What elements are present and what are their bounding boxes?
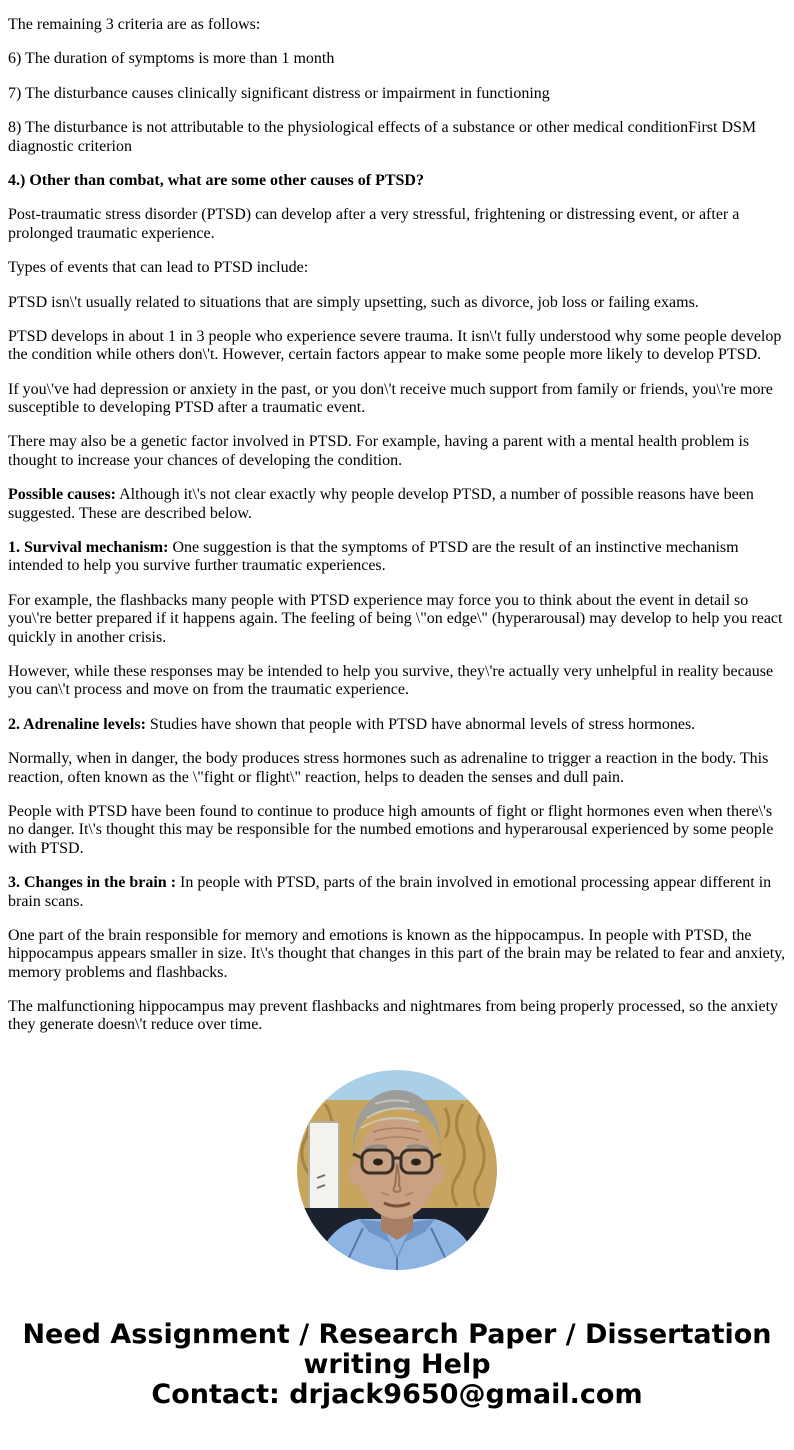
footer-line-1: Need Assignment / Research Paper / Dissertation [22,1318,772,1350]
footer-line-2: writing Help [303,1348,491,1380]
paragraph: Post-traumatic stress disorder (PTSD) can develop after a very stressful, frightening or distressing event, or after a prolonged traumatic experience. [8,206,740,242]
paragraph: People with PTSD have been found to continue to produce high amounts of fight or flight hormones even when there\'s no danger. It\'s thought this may be responsible for the numbed emotions and hyperarousal experienced by some people with PTSD. [8,802,774,857]
paragraph: 2. Adrenaline levels: Studies have shown that people with PTSD have abnormal levels of stress hormones. [8,715,696,733]
paragraph: The malfunctioning hippocampus may prevent flashbacks and nightmares from being properly processed, so the anxiety they generate doesn\'t reduce over time. [8,998,779,1034]
paragraph: PTSD develops in about 1 in 3 people who experience severe trauma. It isn\'t fully understood why some people develop the condition while others don\'t. However, certain factors appear to make some people more likely to develop PTSD. [8,327,782,364]
photo-left-eye [373,1158,383,1165]
paragraph: The remaining 3 criteria are as follows: [8,16,261,33]
paragraph: However, while these responses may be intended to help you survive, they\'re actually very unhelpful in reality because you can\'t process and move on from the traumatic experience. [8,662,774,699]
document-body [8,16,786,1035]
paragraph-lead-bold: 4.) Other than combat, what are some other causes of PTSD? [8,171,424,189]
paragraph: 7) The disturbance causes clinically significant distress or impairment in functioning [8,84,550,102]
paragraph [8,172,786,190]
footer-ad [0,1320,794,1410]
paragraph: 1. Survival mechanism: One suggestion is that the symptoms of PTSD are the result of an instinctive mechanism intended to help you survive further traumatic experiences. [8,539,739,575]
footer-contact-email: Contact: drjack9650@gmail.com [151,1378,643,1410]
paragraph: One part of the brain responsible for memory and emotions is known as the hippocampus. In people with PTSD, the hippocampus appears smaller in size. It\'s thought that changes in this part of the brain may be related to fear and anxiety, memory problems and flashbacks. [8,926,786,981]
paragraph-lead-bold: 1. Survival mechanism: [8,539,169,557]
paragraph: Normally, when in danger, the body produces stress hormones such as adrenaline to trigger a reaction in the body. This reaction, often known as the \"fight or flight\" reaction, helps to deaden the senses and dull pain. [8,750,769,786]
paragraph-lead-bold: 3. Changes in the brain : [8,874,177,892]
photo-door-frame [309,1122,339,1210]
paragraph: 3. Changes in the brain : In people with PTSD, parts of the brain involved in emotional processing appear different in brain scans. [8,874,772,910]
paragraph: There may also be a genetic factor involved in PTSD. For example, having a parent with a mental health problem is thought to increase your chances of developing the condition. [8,433,750,469]
paragraph: For example, the flashbacks many people with PTSD experience may force you to think about the event in detail so you\'re better prepared if it happens again. The feeling of being \"on edge\" (hyperarousal) may develop to help you react quickly in another crisis. [8,591,783,646]
paragraph-lead-bold: Possible causes: [8,486,116,504]
paragraph: Possible causes: Although it\'s not clear exactly why people develop PTSD, a number of possible reasons have been suggested. These are described below. [8,486,754,522]
portrait-avatar [297,1070,497,1270]
paragraph: If you\'ve had depression or anxiety in the past, or you don\'t receive much support from family or friends, you\'re more susceptible to developing PTSD after a traumatic event. [8,380,773,417]
paragraph: 8) The disturbance is not attributable to the physiological effects of a substance or other medical conditionFirst DSM diagnostic criterion [8,119,757,155]
portrait-section [0,1070,794,1270]
portrait-photo-illustration [297,1070,497,1270]
paragraph: PTSD isn\'t usually related to situations that are simply upsetting, such as divorce, job loss or failing exams. [8,293,699,311]
paragraph: Types of events that can lead to PTSD include: [8,259,309,277]
paragraph: 6) The duration of symptoms is more than 1 month [8,50,335,68]
photo-right-eye [411,1158,421,1165]
paragraph-lead-bold: 2. Adrenaline levels: [8,715,146,733]
